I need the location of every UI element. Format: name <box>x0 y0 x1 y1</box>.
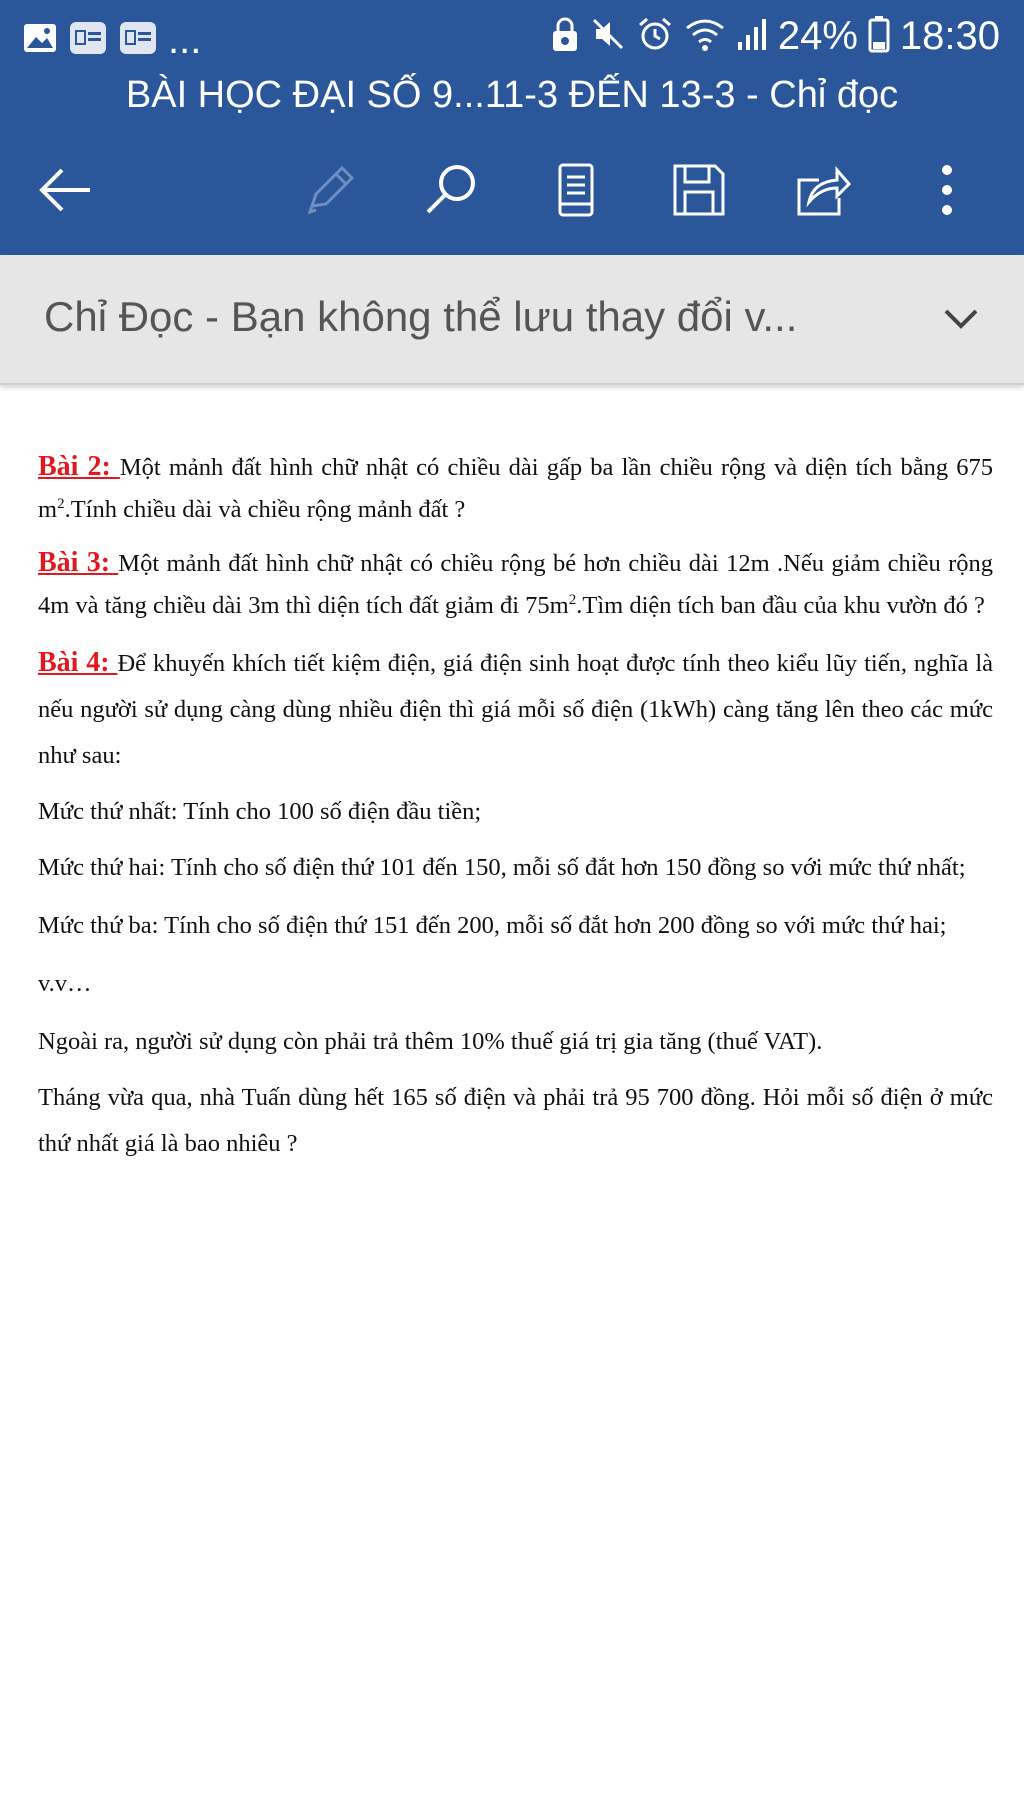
pencil-icon <box>302 162 358 223</box>
level-1: Mức thứ nhất: Tính cho 100 số điện đầu tiền; <box>38 798 482 826</box>
share-icon <box>793 162 851 223</box>
status-bar <box>0 0 1024 80</box>
system-icons <box>550 14 1000 59</box>
level-3: Mức thứ ba: Tính cho số điện thứ 151 đến 200, mỗi số đắt hơn 200 đồng so với mức thứ hai; <box>38 912 947 940</box>
signal-icon <box>736 16 768 57</box>
mobile-view-button[interactable] <box>544 160 608 224</box>
level-2: Mức thứ hai: Tính cho số điện thứ 101 đến 150, mỗi số đắt hơn 150 đồng so với mức thứ nhất; <box>38 854 966 882</box>
app-bar <box>0 0 1024 255</box>
alarm-icon <box>636 15 674 58</box>
problem-2: Bài 2: Một mảnh đất hình chữ nhật có chiều dài gấp ba lần chiều rộng và diện tích bằng 675 $m^2.Tính$ chiều dài và chiều rộng mảnh đất ? <box>38 451 993 524</box>
more-options-button[interactable] <box>915 160 979 224</box>
etc: v.v… <box>38 970 92 998</box>
battery-percent: 24% <box>777 14 858 58</box>
save-icon <box>671 162 727 223</box>
edit-button[interactable] <box>298 160 362 224</box>
vat-note: Ngoài ra, người sử dụng còn phải trả thêm 10% thuế giá trị gia tăng (thuế VAT). <box>38 1028 823 1056</box>
battery-icon <box>868 15 890 58</box>
read-only-banner[interactable] <box>0 255 1024 385</box>
question: Tháng vừa qua, nhà Tuấn dùng hết 165 số điện và phải trả 95 700 đồng. Hỏi mỗi số điện ở mức thứ nhất giá là bao nhiêu ? <box>38 1084 993 1158</box>
notification-icons <box>22 18 201 63</box>
search-icon <box>424 162 480 223</box>
problem-3-label: Bài 3: <box>38 547 119 579</box>
more-notifications: ... <box>168 18 202 62</box>
toolbar <box>0 150 1024 230</box>
mute-icon <box>590 16 626 57</box>
image-icon <box>22 22 58 59</box>
chevron-down-icon[interactable] <box>936 299 986 339</box>
problem-2-label: Bài 2: <box>38 451 120 482</box>
back-arrow-icon <box>38 165 94 220</box>
lock-icon <box>550 15 580 58</box>
problem-4-label: Bài 4: <box>38 647 118 679</box>
banner-message: Chỉ Đọc - Bạn không thể lưu thay đổi v... <box>44 293 798 340</box>
problem-4: Bài 4: Để khuyến khích tiết kiệm điện, giá điện sinh hoạt được tính theo kiểu lũy tiến, nghĩa là nếu người sử dụng càng dùng nhiều điện thì giá mỗi số điện (1kWh) càng tăng lên theo các mức như sau: <box>38 647 994 770</box>
save-button[interactable] <box>667 160 731 224</box>
problem-3: Bài 3: Một mảnh đất hình chữ nhật có chiều rộng bé hơn chiều dài 12m .Nếu giảm chiều rộng 4m và tăng chiều dài 3m thì diện tích đất giảm đi $75m^2.Tìm$ diện tích ban đầu của khu vườn đó ? <box>38 547 994 620</box>
app-notification-icon <box>68 20 108 61</box>
mobile-view-icon <box>556 162 596 223</box>
document-body <box>38 448 993 1167</box>
more-icon <box>937 162 957 223</box>
document-title: BÀI HỌC ĐẠI SỐ 9...11-3 ĐẾN 13-3 - Chỉ đọc <box>125 74 899 116</box>
search-button[interactable] <box>420 160 484 224</box>
wifi-icon <box>684 16 726 57</box>
back-button[interactable] <box>34 160 98 224</box>
clock: 18:30 <box>899 14 1000 58</box>
share-button[interactable] <box>790 160 854 224</box>
app-notification-icon <box>118 20 158 61</box>
